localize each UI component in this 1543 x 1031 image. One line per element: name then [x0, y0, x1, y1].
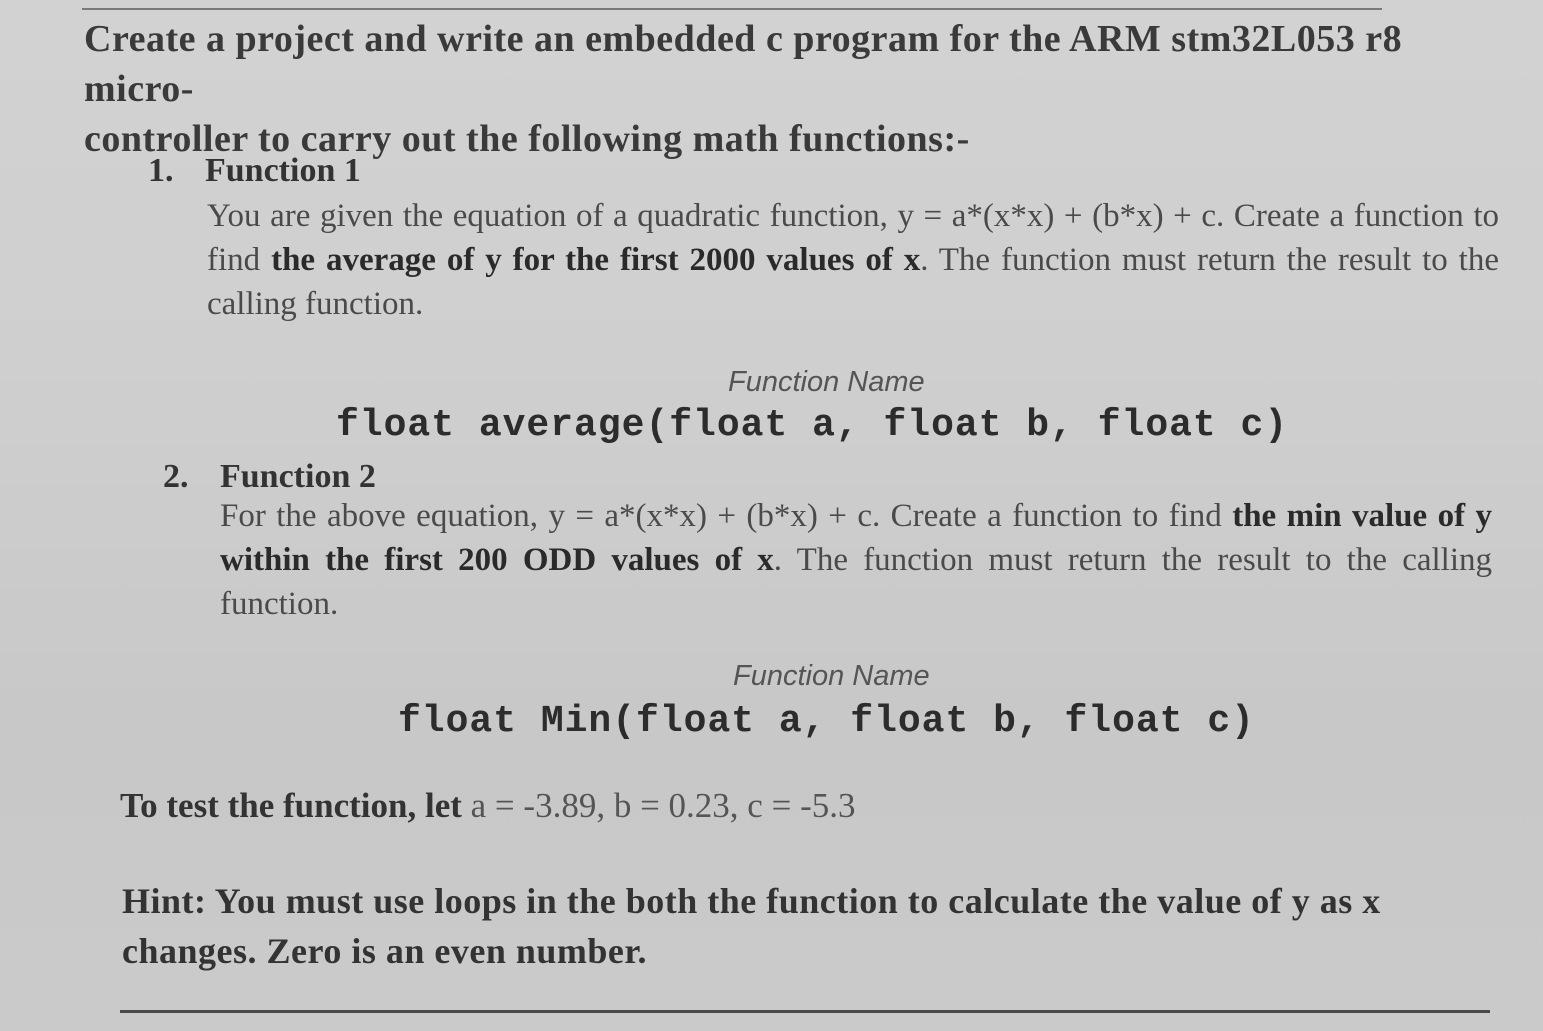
function-1-text-a: You are given the equation of a quadratic function, y = a*(x*x) + (b*x) + c. Create a function to find — [207, 198, 1499, 278]
test-values: a = -3.89, b = 0.23, c = -5.3 — [470, 786, 856, 825]
function-1-number: 1. — [148, 152, 174, 189]
intro-line-1: Create a project and write an embedded c program for the ARM stm32L053 r8 micro- — [84, 18, 1403, 110]
function-1-text-b: . The function must return the result to the calling function. — [207, 242, 1499, 322]
test-instruction — [120, 786, 856, 826]
test-label: To test the function, let — [120, 786, 471, 825]
function-2-signature: float Min(float a, float b, float c) — [398, 700, 1255, 743]
bottom-divider — [120, 1010, 1490, 1013]
function-2-number: 2. — [163, 458, 189, 495]
function-1-description — [207, 194, 1499, 326]
top-divider — [82, 8, 1382, 10]
function-1-signature: float average(float a, float b, float c) — [336, 404, 1289, 447]
function-2-text-a: For the above equation, y = a*(x*x) + (b*x) + c. Create a function to find — [220, 498, 1233, 534]
function-2-caption: Function Name — [733, 660, 930, 692]
function-1-caption: Function Name — [728, 366, 925, 398]
intro-line-2: controller to carry out the following math functions:- — [84, 118, 970, 160]
function-2-text-bold: the min value of y within the first 200 ODD values of x — [220, 498, 1492, 578]
function-2-text-b: . The function must return the result to the calling function. — [220, 542, 1492, 622]
function-2-description — [220, 494, 1492, 626]
hint-paragraph: Hint: You must use loops in the both the function to calculate the value of y as x changes. Zero is an even number. — [122, 881, 1381, 971]
intro-paragraph — [84, 14, 1504, 164]
function-1-title: Function 1 — [205, 152, 361, 189]
function-1-text-bold: the average of y for the first 2000 values of x — [271, 242, 921, 278]
function-2-title: Function 2 — [220, 458, 376, 495]
